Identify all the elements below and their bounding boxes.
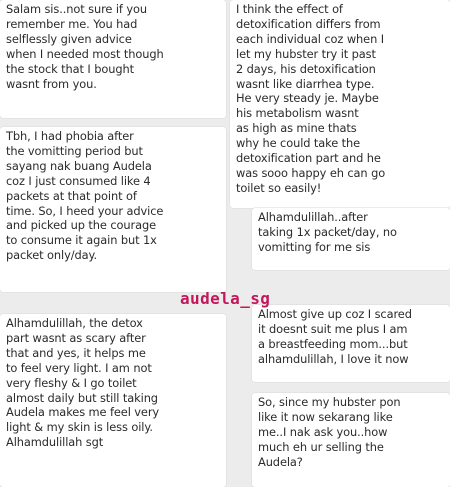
message-bubble-4: I think the effect of detoxification differs from each individual coz when I let my hubster try it past 2 days, his detoxification wasnt like diarrhea type. He very steady je. Maybe his metabolism wasnt as high as mine thats why he could take the detoxification part and he was sooo happy eh can go toilet so easily! — [230, 0, 450, 208]
message-bubble-7: So, since my hubster pon like it now sekarang like me..I nak ask you..how much eh ur selling the Audela? — [252, 393, 450, 487]
message-bubble-2: Tbh, I had phobia after the vomitting period but sayang nak buang Audela coz I just consumed like 4 packets at that point of time. So, I heed your advice and picked up the courage to consume it again but 1x packet only/day. — [0, 127, 226, 292]
message-bubble-3: Alhamdulillah, the detox part wasnt as scary after that and yes, it helps me to feel very light. I am not very fleshy & I go toilet almost daily but still taking Audela makes me feel very light & my skin is less oily. Alhamdulillah sgt — [0, 314, 226, 487]
message-bubble-5: Alhamdulillah..after taking 1x packet/day, no vomitting for me sis — [252, 208, 450, 270]
message-bubble-1: Salam sis..not sure if you remember me. You had selflessly given advice when I needed most though the stock that I bought wasnt from you. — [0, 0, 226, 118]
message-bubble-6: Almost give up coz I scared it doesnt suit me plus I am a breastfeeding mom...but alhamdulillah, I love it now — [252, 305, 450, 382]
watermark-text: audela_sg — [180, 289, 271, 308]
